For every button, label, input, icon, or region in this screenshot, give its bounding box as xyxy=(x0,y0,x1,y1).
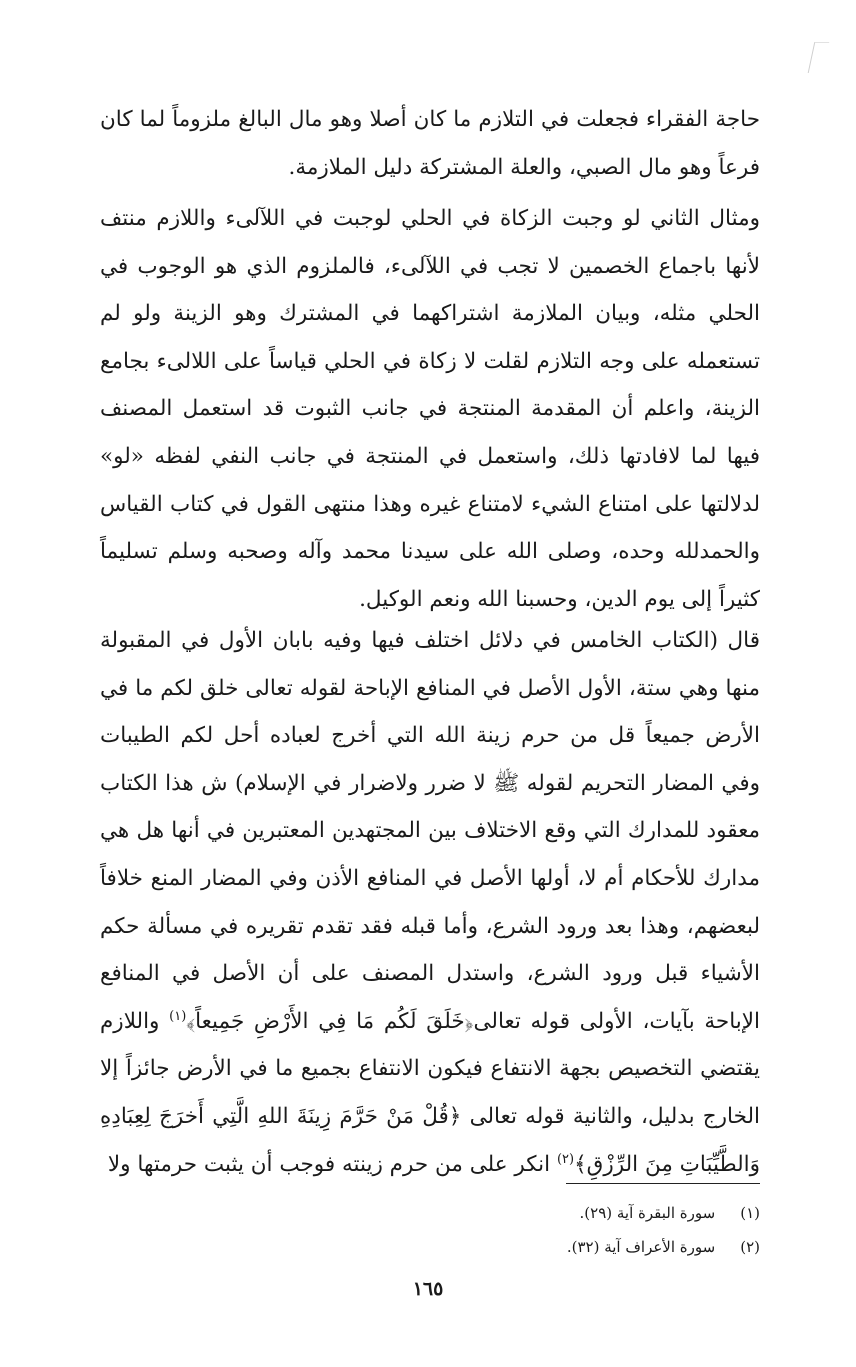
footnote-2-text: سورة الأعراف آية (٣٢). xyxy=(566,1238,716,1256)
paragraph-3-part-2: واللازم يقتضي التخصيص بجهة الانتفاع فيكون الانتفاع بجميع ما في الأرض جائزاً إلا الخارج بدليل، والثانية قوله تعالى xyxy=(100,1008,760,1129)
footnote-reference-2[interactable]: (٢) xyxy=(556,1151,575,1167)
footnote-1-text: سورة البقرة آية (٢٩). xyxy=(579,1204,716,1222)
paragraph-3-part-1: قال (الكتاب الخامس في دلائل اختلف فيها وفيه بابان الأول في المقبولة منها وهي ستة، الأول الأصل في المنافع الإباحة لقوله تعالى خلق لكم ما في الأرض جميعاً قل من حرم زينة الله التي أخرج لعباده أحل لكم الطيبات وفي المضار التحريم لقوله ﷺ لا ضرر ولاضرار في الإسلام) ش هذا الكتاب معقود للمدارك التي وقع الاختلاف بين المجتهدين المعتبرين في أنها هل هي مدارك للأحكام أم لا، أولها الأصل في المنافع الأذن وفي المضار المنع خلافاً لبعضهم، وهذا بعد ورود الشرع، وأما قبله فقد تقدم تقريره في مسألة حكم الأشياء قبل ورود الشرع، واستدل المصنف على أن الأصل في المنافع الإباحة بآيات، الأولى قوله تعالى xyxy=(100,628,760,1034)
scan-corner-mark xyxy=(808,42,830,73)
quran-verse-2: ﴿قُلْ مَنْ حَرَّمَ زِينَةَ اللهِ الَّتِي أَخرَجَ لِعِبَادِهِ وَالطَّيِّبَاتِ مِنَ الرِّزْقِ﴾ xyxy=(100,1103,760,1177)
paragraph-1: حاجة الفقراء فجعلت في التلازم ما كان أصلا وهو مال البالغ ملزوماً لما كان فرعاً وهو مال الصبي، والعلة المشتركة دليل الملازمة. xyxy=(100,107,760,180)
footnote-2 xyxy=(100,1230,760,1264)
footnote-divider xyxy=(566,1183,760,1184)
paragraph-3 xyxy=(100,617,760,1188)
page-number: ١٦٥ xyxy=(412,1278,444,1300)
quran-verse-1: ﴿خَلَقَ لَكُم مَا فِي الأَرْضِ جَمِيعاً﴾ xyxy=(186,1008,474,1034)
footnote-1 xyxy=(100,1196,760,1230)
paragraph-3-part-3: انكر على من حرم زينته فوجب أن يثبت حرمتها ولا xyxy=(107,1151,557,1177)
paragraph-2: ومثال الثاني لو وجبت الزكاة في الحلي لوجبت في اللآلىء واللازم منتف لأنها باجماع الخصمين لا تجب في اللآلىء، فالملزوم الذي هو الوجوب في الحلي مثله، وبيان الملازمة اشتراكهما في المشترك وهو الزينة ولو لم تستعمله على وجه التلازم لقلت لا زكاة في الحلي قياساً على اللالىء بجامع الزينة، واعلم أن المقدمة المنتجة في جانب الثبوت قد استعمل المصنف فيها لما لافادتها ذلك، واستعمل في المنتجة في جانب النفي لفظه «لو» لدلالتها على امتناع الشيء لامتناع غيره وهذا منتهى القول في كتاب القياس والحمدلله وحده، وصلى الله على سيدنا محمد وآله وصحبه وسلم تسليماً كثيراً إلى يوم الدين، وحسبنا الله ونعم الوكيل. xyxy=(100,206,760,612)
footnote-reference-1[interactable]: (١) xyxy=(169,1008,187,1024)
footnotes xyxy=(100,1196,760,1264)
footnote-2-number: (٢) xyxy=(740,1238,760,1256)
footnote-1-number: (١) xyxy=(740,1204,760,1222)
